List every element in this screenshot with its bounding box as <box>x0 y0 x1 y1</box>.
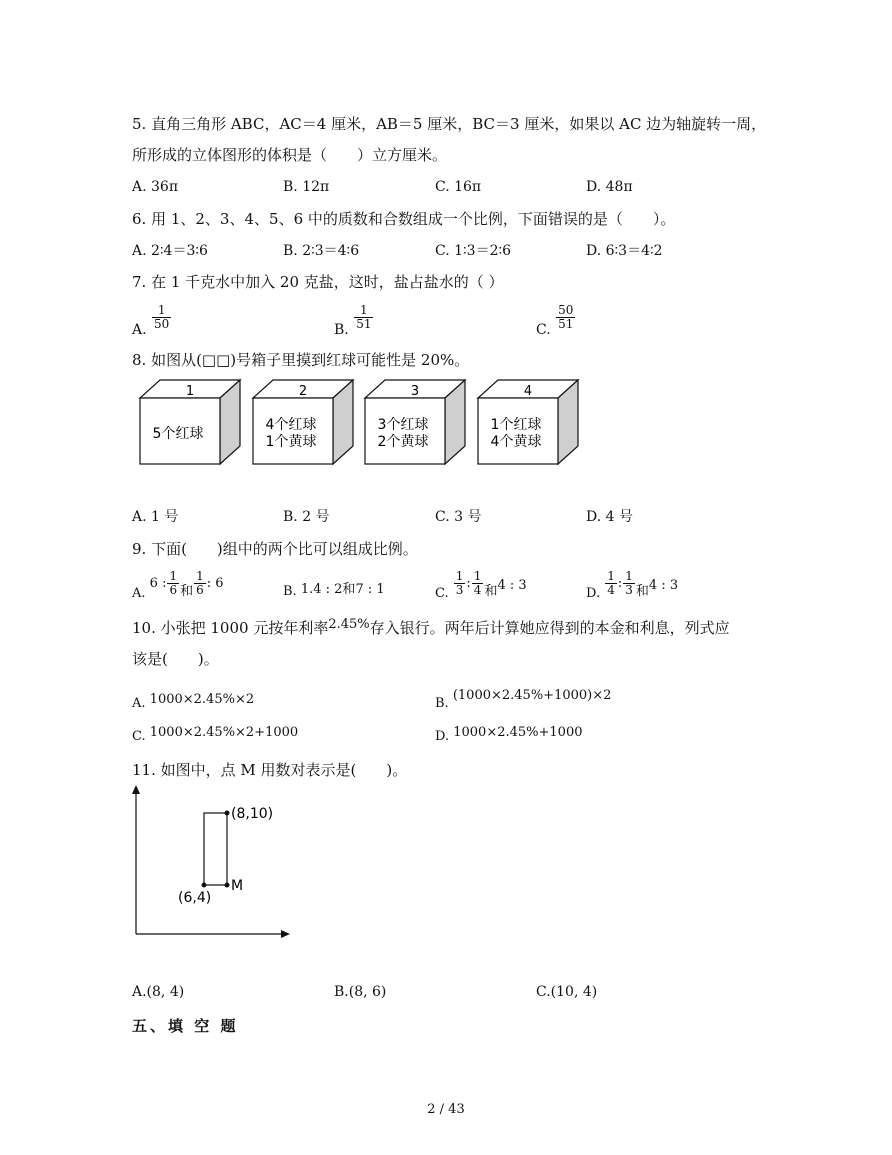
q9-option-c: C. $\frac{1}{3}$ : $\frac{1}{4}$ 和4 : 3 <box>435 569 527 601</box>
q9-option-d: D. $\frac{1}{4}$ : $\frac{1}{3}$ 和4 : 3 <box>586 569 679 601</box>
q10-d-expr: 1000×2.45%+1000 <box>453 725 583 740</box>
q9-b-label: B. <box>283 584 297 599</box>
q7-a-numerator: 1 <box>152 304 171 318</box>
box-3-line1: 3个红球 <box>377 417 429 433</box>
q8-option-c: C. 3 号 <box>435 509 482 525</box>
q9-c-f2-num: 1 <box>473 569 482 583</box>
q7-option-a <box>132 303 172 338</box>
box-3 <box>365 380 465 464</box>
q10-stem-part2: 存入银行。两年后计算她应得到的本金和利息，列式应 <box>369 619 730 637</box>
rectangle <box>204 813 227 885</box>
q11-coordinate-figure <box>0 782 892 942</box>
q7-c-denominator: 51 <box>558 317 574 331</box>
q9-a-f1-den: 6 <box>169 583 178 597</box>
box-1-line1: 5个红球 <box>152 426 204 442</box>
q9-c-fraction1 <box>454 570 466 597</box>
box-4-line2: 4个黄球 <box>490 434 542 450</box>
q9-c-fraction2 <box>472 570 484 597</box>
box-1-number: 1 <box>185 384 195 399</box>
q9-b-join: 和 <box>342 582 356 597</box>
q10-option-a <box>132 690 254 710</box>
q9-b-ratio2: 7 : 1 <box>355 582 385 597</box>
q6-option-b: B. 2∶3＝4∶6 <box>283 243 360 259</box>
q6-option-c: C. 1∶3＝2∶6 <box>435 243 512 259</box>
q9-d-fraction2 <box>623 570 635 597</box>
x-axis-arrow <box>281 930 290 938</box>
q8-option-b: B. 2 号 <box>283 509 330 525</box>
q8-option-d: D. 4 号 <box>586 509 633 525</box>
q9-a-fraction1 <box>167 570 179 597</box>
box-2-line2: 1个黄球 <box>265 434 317 450</box>
q9-a-fraction2 <box>194 570 206 597</box>
label-6-4: (6,4) <box>178 890 212 906</box>
q10-a-expr: 1000×2.45%×2 <box>149 692 255 707</box>
q11-option-a: A.(8, 4) <box>132 984 185 1000</box>
q5-stem-line1: 5. 直角三角形 ABC，AC＝4 厘米，AB＝5 厘米，BC＝3 厘米，如果以 AC 边为轴旋转一周， <box>132 115 767 133</box>
q7-c-numerator: 50 <box>558 303 574 317</box>
q9-a-part1: 6 : <box>149 576 167 591</box>
q8-stem: 8. 如图从(□□)号箱子里摸到红球可能性是 20%。 <box>132 351 470 369</box>
q10-option-c <box>132 723 298 743</box>
q7-option-c-fraction <box>556 304 575 331</box>
q5-stem-line2: 所形成的立体图形的体积是（ ）立方厘米。 <box>132 146 448 164</box>
box-4-line1: 1个红球 <box>490 417 542 433</box>
label-8-10: (8,10) <box>231 806 274 822</box>
q5-option-c: C. 16π <box>435 179 482 195</box>
q9-d-f2-num: 1 <box>625 569 633 583</box>
q9-d-f1-num: 1 <box>607 569 615 583</box>
q9-d-f1-den: 4 <box>607 583 615 597</box>
box-2 <box>253 380 353 464</box>
q11-option-b: B.(8, 6) <box>334 984 387 1000</box>
q8-boxes-figure <box>0 378 892 478</box>
q9-a-part2: : 6 <box>206 576 224 591</box>
q7-option-a-fraction <box>152 304 171 331</box>
q8-option-a: A. 1 号 <box>132 509 179 525</box>
q7-option-b <box>334 303 374 338</box>
q9-b-ratio1: 1.4 : 2 <box>300 582 343 597</box>
box-4 <box>478 380 578 464</box>
box-4-number: 4 <box>523 384 533 399</box>
q9-c-f1-num: 1 <box>455 569 464 583</box>
q6-option-a: A. 2∶4＝3∶6 <box>132 243 208 259</box>
q9-d-ratio2: 4 : 3 <box>648 578 679 593</box>
box-3-line2: 2个黄球 <box>377 434 429 450</box>
point-top-right <box>225 811 230 816</box>
label-m: M <box>231 878 244 894</box>
box-2-number: 2 <box>298 384 308 399</box>
q5-option-b: B. 12π <box>283 179 330 195</box>
q9-option-a <box>132 569 224 601</box>
q9-a-join: 和 <box>180 584 194 599</box>
q7-option-a-label: A. <box>132 321 147 338</box>
q9-d-join: 和 <box>635 584 649 599</box>
q6-stem: 6. 用 1、2、3、4、5、6 中的质数和合数组成一个比例，下面错误的是（ ）。 <box>132 210 676 228</box>
q7-b-numerator: 1 <box>354 304 373 318</box>
q9-a-f2-den: 6 <box>196 583 204 597</box>
q7-stem: 7. 在 1 千克水中加入 20 克盐，这时，盐占盐水的（ ） <box>132 273 504 291</box>
point-bottom-left <box>202 883 207 888</box>
q9-c-join: 和 <box>484 584 498 599</box>
page-number: 2 / 43 <box>427 1102 465 1117</box>
q9-d-f2-den: 3 <box>625 583 633 597</box>
q7-a-denominator: 50 <box>154 317 170 331</box>
q10-stem-part1: 10. 小张把 1000 元按年利率 <box>132 619 329 637</box>
q10-d-label: D. <box>435 729 450 744</box>
q10-stem-line2: 该是( )。 <box>132 650 219 668</box>
q10-c-expr: 1000×2.45%×2+1000 <box>149 725 299 740</box>
q9-c-f1-den: 3 <box>455 583 464 597</box>
q9-c-label: C. <box>435 586 449 601</box>
q9-a-label: A. <box>132 586 146 601</box>
q7-option-c <box>536 303 576 338</box>
q10-a-label: A. <box>132 696 146 711</box>
q9-stem: 9. 下面( )组中的两个比可以组成比例。 <box>132 540 418 558</box>
box-2-line1: 4个红球 <box>265 417 317 433</box>
q7-b-denominator: 51 <box>356 317 372 331</box>
q9-c-ratio2: 4 : 3 <box>497 578 527 593</box>
box-1 <box>140 380 240 464</box>
q9-d-fraction1 <box>605 570 617 597</box>
q11-stem: 11. 如图中，点 M 用数对表示是( )。 <box>132 761 408 779</box>
q7-option-b-label: B. <box>334 321 349 338</box>
q10-c-label: C. <box>132 729 146 744</box>
box-3-number: 3 <box>410 384 420 399</box>
q10-b-expr: (1000×2.45%+1000)×2 <box>452 688 612 703</box>
q5-option-d: D. 48π <box>586 179 633 195</box>
q9-option-b <box>283 580 385 600</box>
q10-stem-line1 <box>132 618 730 640</box>
q9-c-f2-den: 4 <box>473 583 482 597</box>
q7-option-c-label: C. <box>536 321 551 338</box>
q10-option-b <box>435 686 612 711</box>
q9-a-f1-num: 1 <box>169 569 178 583</box>
q7-option-b-fraction <box>354 304 373 331</box>
y-axis-arrow <box>132 785 140 794</box>
section-title: 五、填 空 题 <box>132 1017 239 1035</box>
q10-rate: 2.45% <box>328 617 370 632</box>
q9-a-f2-num: 1 <box>196 569 204 583</box>
q6-option-d: D. 6∶3＝4∶2 <box>586 243 663 259</box>
q5-option-a: A. 36π <box>132 179 179 195</box>
q9-d-label: D. <box>586 586 601 601</box>
q10-b-label: B. <box>435 696 449 711</box>
q10-option-d <box>435 723 583 743</box>
q11-option-c: C.(10, 4) <box>536 984 598 1000</box>
point-m <box>225 883 230 888</box>
